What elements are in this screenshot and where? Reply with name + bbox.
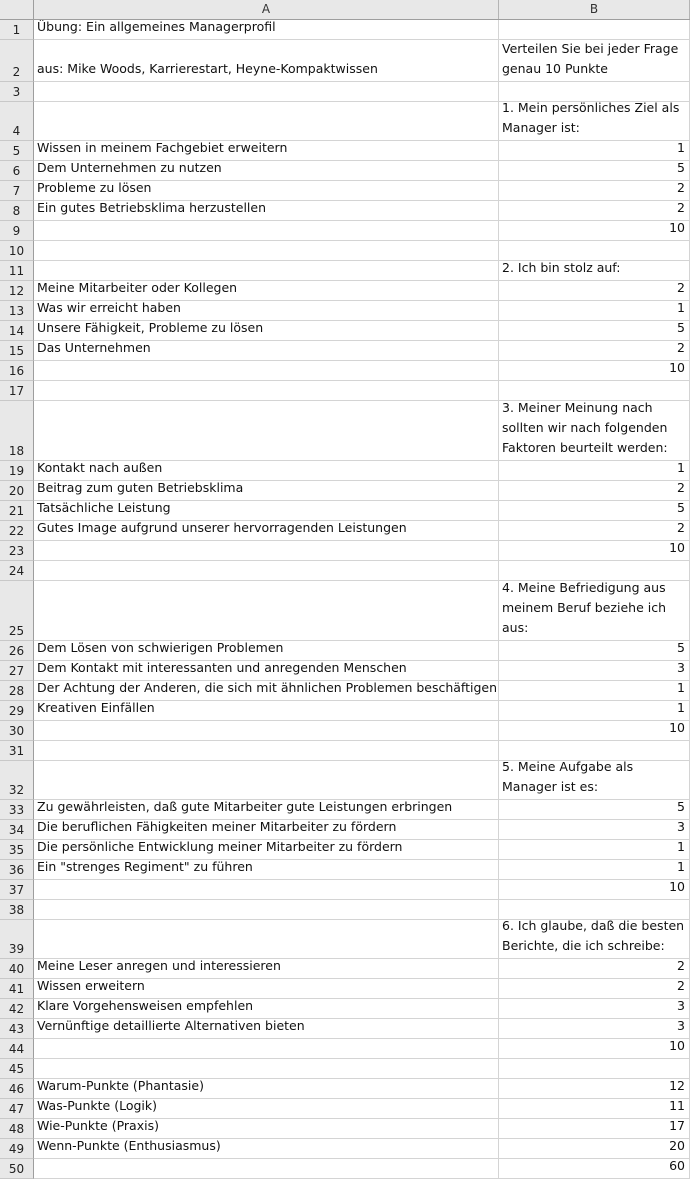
- cell-b[interactable]: [499, 741, 690, 761]
- cell-b[interactable]: 6. Ich glaube, daß die besten Berichte, die ich schreibe:: [499, 920, 690, 959]
- cell-a[interactable]: Vernünftige detaillierte Alternativen bieten: [34, 1019, 499, 1039]
- table-row: [0, 1019, 690, 1039]
- table-row: [0, 701, 690, 721]
- table-row: [0, 221, 690, 241]
- table-row: [0, 321, 690, 341]
- cell-a[interactable]: Was-Punkte (Logik): [34, 1099, 499, 1119]
- row-header[interactable]: 41: [0, 979, 34, 999]
- table-row: [0, 1039, 690, 1059]
- cell-a[interactable]: Übung: Ein allgemeines Managerprofil: [34, 20, 499, 40]
- table-row: [0, 641, 690, 661]
- cell-a[interactable]: Beitrag zum guten Betriebsklima: [34, 481, 499, 501]
- table-row: [0, 800, 690, 820]
- cell-a[interactable]: [34, 221, 499, 241]
- cell-b[interactable]: 17: [499, 1119, 690, 1139]
- cell-a[interactable]: Tatsächliche Leistung: [34, 501, 499, 521]
- row-header[interactable]: 48: [0, 1119, 34, 1139]
- cell-b[interactable]: 1: [499, 860, 690, 880]
- cell-b[interactable]: 1: [499, 681, 690, 701]
- row-header[interactable]: 19: [0, 461, 34, 481]
- table-row: [0, 361, 690, 381]
- cell-b[interactable]: [499, 82, 690, 102]
- table-row: [0, 900, 690, 920]
- cell-a[interactable]: Wie-Punkte (Praxis): [34, 1119, 499, 1139]
- cell-b[interactable]: 2: [499, 341, 690, 361]
- table-row: [0, 581, 690, 641]
- row-header[interactable]: 27: [0, 661, 34, 681]
- row-header[interactable]: 31: [0, 741, 34, 761]
- cell-a[interactable]: Kreativen Einfällen: [34, 701, 499, 721]
- cell-a[interactable]: Dem Kontakt mit interessanten und anregenden Menschen: [34, 661, 499, 681]
- row-header[interactable]: 1: [0, 20, 34, 40]
- cell-b[interactable]: 5: [499, 501, 690, 521]
- row-header[interactable]: 40: [0, 959, 34, 979]
- cell-b[interactable]: [499, 20, 690, 40]
- row-header[interactable]: 14: [0, 321, 34, 341]
- cell-b[interactable]: 1: [499, 301, 690, 321]
- row-header[interactable]: 32: [0, 761, 34, 800]
- row-header[interactable]: 21: [0, 501, 34, 521]
- row-header[interactable]: 29: [0, 701, 34, 721]
- row-header[interactable]: 4: [0, 102, 34, 141]
- row-header[interactable]: 50: [0, 1159, 34, 1179]
- table-row: [0, 1099, 690, 1119]
- row-header[interactable]: 23: [0, 541, 34, 561]
- row-header[interactable]: 44: [0, 1039, 34, 1059]
- table-row: [0, 840, 690, 860]
- table-row: [0, 141, 690, 161]
- cell-b[interactable]: 1: [499, 461, 690, 481]
- cell-b[interactable]: 1. Mein persönliches Ziel als Manager ist:: [499, 102, 690, 141]
- cell-b[interactable]: [499, 900, 690, 920]
- cell-a[interactable]: Die persönliche Entwicklung meiner Mitarbeiter zu fördern: [34, 840, 499, 860]
- table-row: [0, 860, 690, 880]
- table-row: [0, 341, 690, 361]
- row-header[interactable]: 47: [0, 1099, 34, 1119]
- column-header-b[interactable]: B: [499, 0, 690, 19]
- cell-a[interactable]: [34, 82, 499, 102]
- table-row: [0, 761, 690, 800]
- table-row: [0, 1139, 690, 1159]
- row-header[interactable]: 8: [0, 201, 34, 221]
- cell-b[interactable]: 2: [499, 201, 690, 221]
- row-header[interactable]: 6: [0, 161, 34, 181]
- cell-b[interactable]: 10: [499, 880, 690, 900]
- table-row: [0, 661, 690, 681]
- table-row: [0, 241, 690, 261]
- cell-b[interactable]: 3. Meiner Meinung nach sollten wir nach folgenden Faktoren beurteilt werden:: [499, 401, 690, 461]
- cell-a[interactable]: Wenn-Punkte (Enthusiasmus): [34, 1139, 499, 1159]
- cell-b[interactable]: 12: [499, 1079, 690, 1099]
- column-header-a[interactable]: A: [34, 0, 499, 19]
- cell-b[interactable]: 5: [499, 161, 690, 181]
- cell-b[interactable]: 1: [499, 701, 690, 721]
- cell-b[interactable]: 5: [499, 641, 690, 661]
- table-row: [0, 959, 690, 979]
- cell-b[interactable]: 5: [499, 800, 690, 820]
- table-row: [0, 261, 690, 281]
- row-header[interactable]: 39: [0, 920, 34, 959]
- cell-a[interactable]: Dem Lösen von schwierigen Problemen: [34, 641, 499, 661]
- cell-b[interactable]: 1: [499, 141, 690, 161]
- cell-a[interactable]: [34, 741, 499, 761]
- cell-a[interactable]: [34, 880, 499, 900]
- table-row: [0, 920, 690, 959]
- cell-a[interactable]: Warum-Punkte (Phantasie): [34, 1079, 499, 1099]
- table-row: [0, 561, 690, 581]
- cell-a[interactable]: [34, 721, 499, 741]
- cell-a[interactable]: Meine Mitarbeiter oder Kollegen: [34, 281, 499, 301]
- cell-a[interactable]: [34, 261, 499, 281]
- table-row: [0, 481, 690, 501]
- column-header-row: [0, 0, 690, 20]
- row-header[interactable]: 22: [0, 521, 34, 541]
- row-header[interactable]: 9: [0, 221, 34, 241]
- cell-b[interactable]: 3: [499, 1019, 690, 1039]
- cell-a[interactable]: Meine Leser anregen und interessieren: [34, 959, 499, 979]
- cell-b[interactable]: [499, 381, 690, 401]
- cell-grid: [0, 20, 690, 1179]
- cell-b[interactable]: [499, 1059, 690, 1079]
- cell-b[interactable]: 4. Meine Befriedigung aus meinem Beruf beziehe ich aus:: [499, 581, 690, 641]
- cell-a[interactable]: Klare Vorgehensweisen empfehlen: [34, 999, 499, 1019]
- cell-a[interactable]: [34, 381, 499, 401]
- cell-a[interactable]: [34, 1059, 499, 1079]
- table-row: [0, 721, 690, 741]
- row-header[interactable]: 17: [0, 381, 34, 401]
- cell-b[interactable]: 2: [499, 521, 690, 541]
- table-row: [0, 281, 690, 301]
- row-header[interactable]: 16: [0, 361, 34, 381]
- cell-a[interactable]: Wissen erweitern: [34, 979, 499, 999]
- row-header[interactable]: 15: [0, 341, 34, 361]
- table-row: [0, 301, 690, 321]
- cell-b[interactable]: 10: [499, 221, 690, 241]
- table-row: [0, 161, 690, 181]
- cell-a[interactable]: Probleme zu lösen: [34, 181, 499, 201]
- cell-b[interactable]: 1: [499, 840, 690, 860]
- row-header[interactable]: 13: [0, 301, 34, 321]
- select-all-corner[interactable]: [0, 0, 34, 19]
- table-row: [0, 82, 690, 102]
- cell-a[interactable]: [34, 920, 499, 959]
- row-header[interactable]: 18: [0, 401, 34, 461]
- cell-a[interactable]: [34, 361, 499, 381]
- table-row: [0, 741, 690, 761]
- cell-b[interactable]: 2: [499, 181, 690, 201]
- cell-a[interactable]: [34, 581, 499, 641]
- cell-a[interactable]: Kontakt nach außen: [34, 461, 499, 481]
- cell-a[interactable]: [34, 541, 499, 561]
- table-row: [0, 979, 690, 999]
- table-row: [0, 401, 690, 461]
- cell-b[interactable]: Verteilen Sie bei jeder Frage genau 10 Punkte: [499, 40, 690, 82]
- row-header[interactable]: 12: [0, 281, 34, 301]
- cell-b[interactable]: 10: [499, 721, 690, 741]
- cell-a[interactable]: Ein gutes Betriebsklima herzustellen: [34, 201, 499, 221]
- row-header[interactable]: 3: [0, 82, 34, 102]
- row-header[interactable]: 37: [0, 880, 34, 900]
- cell-b[interactable]: 10: [499, 1039, 690, 1059]
- row-header[interactable]: 38: [0, 900, 34, 920]
- row-header[interactable]: 10: [0, 241, 34, 261]
- cell-b[interactable]: 11: [499, 1099, 690, 1119]
- cell-a[interactable]: [34, 401, 499, 461]
- table-row: [0, 1059, 690, 1079]
- cell-a[interactable]: Unsere Fähigkeit, Probleme zu lösen: [34, 321, 499, 341]
- row-header[interactable]: 35: [0, 840, 34, 860]
- table-row: [0, 181, 690, 201]
- row-header[interactable]: 28: [0, 681, 34, 701]
- cell-a[interactable]: Zu gewährleisten, daß gute Mitarbeiter gute Leistungen erbringen: [34, 800, 499, 820]
- table-row: [0, 40, 690, 82]
- cell-a[interactable]: Die beruflichen Fähigkeiten meiner Mitarbeiter zu fördern: [34, 820, 499, 840]
- row-header[interactable]: 24: [0, 561, 34, 581]
- cell-b[interactable]: 2: [499, 959, 690, 979]
- table-row: [0, 880, 690, 900]
- cell-a[interactable]: Der Achtung der Anderen, die sich mit ähnlichen Problemen beschäftigen: [34, 681, 499, 701]
- table-row: [0, 541, 690, 561]
- table-row: [0, 681, 690, 701]
- cell-b[interactable]: 3: [499, 999, 690, 1019]
- cell-b[interactable]: 20: [499, 1139, 690, 1159]
- table-row: [0, 1119, 690, 1139]
- cell-a[interactable]: [34, 1039, 499, 1059]
- row-header[interactable]: 34: [0, 820, 34, 840]
- table-row: [0, 201, 690, 221]
- table-row: [0, 20, 690, 40]
- cell-a[interactable]: Das Unternehmen: [34, 341, 499, 361]
- cell-b[interactable]: 2: [499, 979, 690, 999]
- table-row: [0, 1079, 690, 1099]
- row-header[interactable]: 25: [0, 581, 34, 641]
- table-row: [0, 521, 690, 541]
- cell-b[interactable]: [499, 241, 690, 261]
- cell-b[interactable]: [499, 561, 690, 581]
- cell-a[interactable]: Dem Unternehmen zu nutzen: [34, 161, 499, 181]
- row-header[interactable]: 36: [0, 860, 34, 880]
- cell-a[interactable]: [34, 1159, 499, 1179]
- cell-b[interactable]: 10: [499, 541, 690, 561]
- row-header[interactable]: 33: [0, 800, 34, 820]
- cell-b[interactable]: 3: [499, 820, 690, 840]
- row-header[interactable]: 26: [0, 641, 34, 661]
- cell-b[interactable]: 2: [499, 281, 690, 301]
- cell-a[interactable]: Gutes Image aufgrund unserer hervorragenden Leistungen: [34, 521, 499, 541]
- cell-b[interactable]: 2. Ich bin stolz auf:: [499, 261, 690, 281]
- cell-b[interactable]: 3: [499, 661, 690, 681]
- row-header[interactable]: 30: [0, 721, 34, 741]
- row-header[interactable]: 11: [0, 261, 34, 281]
- cell-b[interactable]: 10: [499, 361, 690, 381]
- row-header[interactable]: 2: [0, 40, 34, 82]
- row-header[interactable]: 5: [0, 141, 34, 161]
- table-row: [0, 381, 690, 401]
- cell-b[interactable]: 5. Meine Aufgabe als Manager ist es:: [499, 761, 690, 800]
- row-header[interactable]: 46: [0, 1079, 34, 1099]
- row-header[interactable]: 7: [0, 181, 34, 201]
- row-header[interactable]: 42: [0, 999, 34, 1019]
- cell-a[interactable]: Ein "strenges Regiment" zu führen: [34, 860, 499, 880]
- table-row: [0, 102, 690, 141]
- cell-b[interactable]: 60: [499, 1159, 690, 1179]
- cell-a[interactable]: [34, 241, 499, 261]
- cell-a[interactable]: [34, 102, 499, 141]
- row-header[interactable]: 20: [0, 481, 34, 501]
- table-row: [0, 1159, 690, 1179]
- table-row: [0, 820, 690, 840]
- cell-a[interactable]: [34, 900, 499, 920]
- row-header[interactable]: 49: [0, 1139, 34, 1159]
- table-row: [0, 501, 690, 521]
- cell-a[interactable]: Was wir erreicht haben: [34, 301, 499, 321]
- table-row: [0, 999, 690, 1019]
- cell-b[interactable]: 2: [499, 481, 690, 501]
- cell-a[interactable]: aus: Mike Woods, Karrierestart, Heyne-Kompaktwissen: [34, 40, 499, 82]
- cell-a[interactable]: [34, 761, 499, 800]
- row-header[interactable]: 43: [0, 1019, 34, 1039]
- cell-a[interactable]: Wissen in meinem Fachgebiet erweitern: [34, 141, 499, 161]
- row-header[interactable]: 45: [0, 1059, 34, 1079]
- cell-b[interactable]: 5: [499, 321, 690, 341]
- table-row: [0, 461, 690, 481]
- cell-a[interactable]: [34, 561, 499, 581]
